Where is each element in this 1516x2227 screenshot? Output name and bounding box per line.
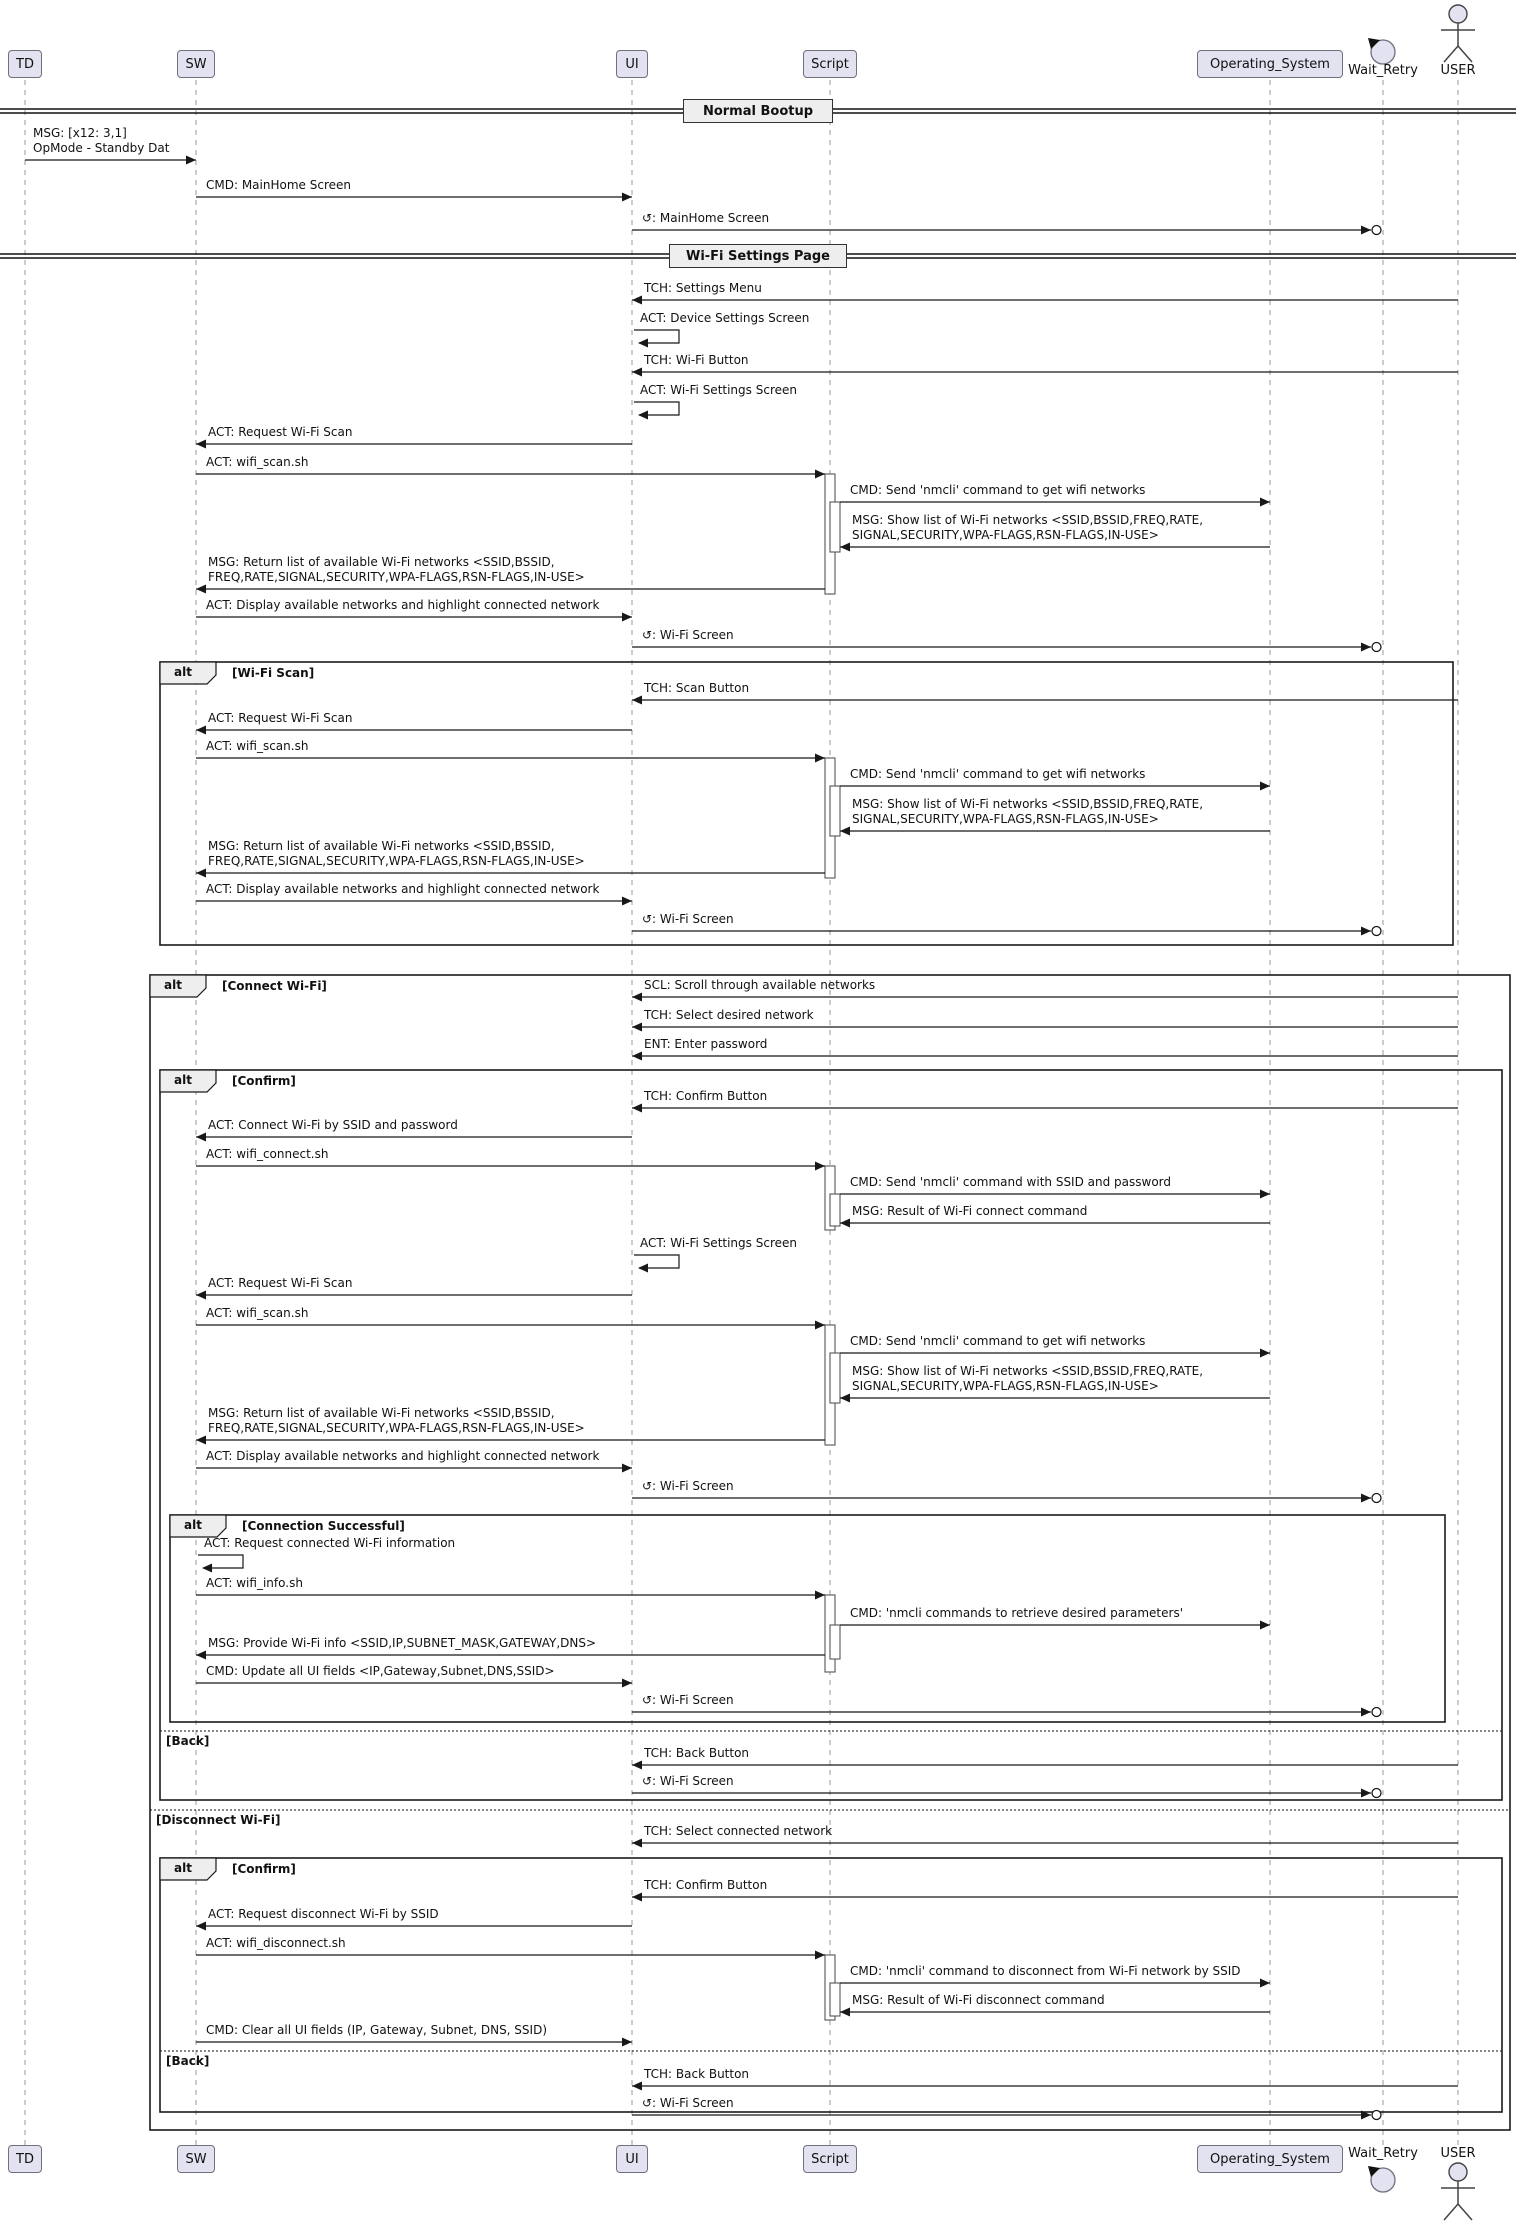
message-label: CMD: 'nmcli' command to disconnect from Wi-Fi network by SSID xyxy=(850,1964,1241,1978)
section-divider-label: Normal Bootup xyxy=(683,99,833,123)
arrowhead xyxy=(638,411,648,420)
message-label: MSG: Show list of Wi-Fi networks <SSID,BSSID,FREQ,RATE, xyxy=(852,513,1204,527)
actor-icon xyxy=(1444,2204,1458,2220)
message-label: MSG: Result of Wi-Fi connect command xyxy=(852,1204,1088,1218)
message-label: ACT: Request Wi-Fi Scan xyxy=(208,425,353,439)
message-label: ↺: Wi-Fi Screen xyxy=(642,912,734,926)
activation-bar xyxy=(830,502,840,552)
participant-bottom-TD: TD xyxy=(8,2145,42,2173)
arrowhead xyxy=(840,2008,850,2017)
message-label: ACT: Request Wi-Fi Scan xyxy=(208,1276,353,1290)
arrowhead xyxy=(840,1219,850,1228)
arrowhead xyxy=(202,1564,212,1573)
message-label: FREQ,RATE,SIGNAL,SECURITY,WPA-FLAGS,RSN-FLAGS,IN-USE> xyxy=(208,854,585,868)
message-label: ACT: wifi_scan.sh xyxy=(206,739,309,753)
participant-bottom-UI: UI xyxy=(616,2145,648,2173)
message-label: TCH: Select connected network xyxy=(644,1824,833,1838)
activation-bar xyxy=(830,1194,840,1226)
arrowhead xyxy=(1260,1979,1270,1988)
message-label: ACT: Wi-Fi Settings Screen xyxy=(640,1236,797,1250)
message-label: MSG: Return list of available Wi-Fi networks <SSID,BSSID, xyxy=(208,1406,555,1420)
lost-message-circle xyxy=(1372,1789,1381,1798)
arrowhead xyxy=(186,156,196,165)
activation-bar xyxy=(830,1983,840,2016)
participant-top-label-WR: Wait_Retry xyxy=(1348,63,1418,78)
message-label: OpMode - Standby Dat xyxy=(33,141,170,155)
participant-bottom-label-USER: USER xyxy=(1440,2146,1476,2161)
arrowhead xyxy=(1260,782,1270,791)
arrowhead xyxy=(638,1264,648,1273)
arrowhead xyxy=(1260,1621,1270,1630)
alt-condition: [Connect Wi-Fi] xyxy=(222,979,327,993)
participant-top-label-USER: USER xyxy=(1440,63,1476,78)
participant-bottom-Script: Script xyxy=(803,2145,857,2173)
actor-icon xyxy=(1449,5,1467,23)
arrowhead xyxy=(1361,1708,1371,1717)
message-label: ACT: Request connected Wi-Fi information xyxy=(204,1536,456,1550)
alt-condition: [Confirm] xyxy=(232,1074,296,1088)
message-label: ACT: wifi_scan.sh xyxy=(206,1306,309,1320)
lost-message-circle xyxy=(1372,643,1381,652)
message-label: ACT: Wi-Fi Settings Screen xyxy=(640,383,797,397)
message-label: CMD: Send 'nmcli' command to get wifi networks xyxy=(850,1334,1146,1348)
message-label: TCH: Settings Menu xyxy=(644,281,762,295)
arrowhead xyxy=(632,1052,642,1061)
arrowhead xyxy=(815,1591,825,1600)
message-label: MSG: Return list of available Wi-Fi networks <SSID,BSSID, xyxy=(208,839,555,853)
arrowhead xyxy=(622,897,632,906)
message-label: ↺: Wi-Fi Screen xyxy=(642,1479,734,1493)
arrowhead xyxy=(815,470,825,479)
arrowhead xyxy=(1361,927,1371,936)
message-label: MSG: Return list of available Wi-Fi networks <SSID,BSSID, xyxy=(208,555,555,569)
message-label: TCH: Confirm Button xyxy=(644,1878,768,1892)
arrowhead xyxy=(1361,1789,1371,1798)
lost-message-circle xyxy=(1372,927,1381,936)
message-label: ACT: wifi_connect.sh xyxy=(206,1147,329,1161)
participant-top-UI: UI xyxy=(616,50,648,78)
message-label: CMD: MainHome Screen xyxy=(206,178,351,192)
arrowhead xyxy=(632,1839,642,1848)
arrowhead xyxy=(632,993,642,1002)
lost-message-circle xyxy=(1372,1708,1381,1717)
arrowhead xyxy=(632,296,642,305)
message-label: CMD: Clear all UI fields (IP, Gateway, Subnet, DNS, SSID) xyxy=(206,2023,548,2037)
message-label: ↺: Wi-Fi Screen xyxy=(642,2096,734,2110)
message-label: TCH: Back Button xyxy=(644,2067,750,2081)
lost-message-circle xyxy=(1372,2111,1381,2120)
self-message-line xyxy=(634,402,679,415)
alt-condition: [Confirm] xyxy=(232,1862,296,1876)
alt-else-label: [Back] xyxy=(166,1734,210,1748)
arrowhead xyxy=(840,827,850,836)
arrowhead xyxy=(196,869,206,878)
participant-top-Script: Script xyxy=(803,50,857,78)
arrowhead xyxy=(196,1133,206,1142)
lost-message-circle xyxy=(1372,226,1381,235)
arrowhead xyxy=(840,543,850,552)
message-label: CMD: Update all UI fields <IP,Gateway,Subnet,DNS,SSID> xyxy=(206,1664,555,1678)
message-label: CMD: Send 'nmcli' command to get wifi networks xyxy=(850,767,1146,781)
alt-keyword: alt xyxy=(164,978,182,992)
arrowhead xyxy=(196,440,206,449)
arrowhead xyxy=(632,368,642,377)
message-label: TCH: Select desired network xyxy=(644,1008,814,1022)
message-label: MSG: Show list of Wi-Fi networks <SSID,BSSID,FREQ,RATE, xyxy=(852,797,1204,811)
message-label: SCL: Scroll through available networks xyxy=(644,978,876,992)
arrowhead xyxy=(196,1436,206,1445)
message-label: ↺: Wi-Fi Screen xyxy=(642,628,734,642)
message-label: ACT: wifi_scan.sh xyxy=(206,455,309,469)
message-label: MSG: Result of Wi-Fi disconnect command xyxy=(852,1993,1105,2007)
arrowhead xyxy=(622,613,632,622)
message-label: FREQ,RATE,SIGNAL,SECURITY,WPA-FLAGS,RSN-FLAGS,IN-USE> xyxy=(208,570,585,584)
message-label: MSG: Show list of Wi-Fi networks <SSID,BSSID,FREQ,RATE, xyxy=(852,1364,1204,1378)
arrowhead xyxy=(622,1679,632,1688)
arrowhead xyxy=(1260,1349,1270,1358)
message-label: ↺: Wi-Fi Screen xyxy=(642,1693,734,1707)
message-label: ENT: Enter password xyxy=(644,1037,768,1051)
message-label: ACT: Display available networks and highlight connected network xyxy=(206,882,600,896)
arrowhead xyxy=(1361,1494,1371,1503)
activation-bar xyxy=(830,786,840,836)
message-label: FREQ,RATE,SIGNAL,SECURITY,WPA-FLAGS,RSN-FLAGS,IN-USE> xyxy=(208,1421,585,1435)
lost-message-circle xyxy=(1372,1494,1381,1503)
message-label: MSG: [x12: 3,1] xyxy=(33,126,127,140)
alt-condition: [Wi-Fi Scan] xyxy=(232,666,315,680)
arrowhead xyxy=(638,339,648,348)
arrowhead xyxy=(815,1162,825,1171)
actor-icon xyxy=(1458,46,1472,62)
message-label: SIGNAL,SECURITY,WPA-FLAGS,RSN-FLAGS,IN-USE> xyxy=(852,528,1159,542)
message-label: SIGNAL,SECURITY,WPA-FLAGS,RSN-FLAGS,IN-USE> xyxy=(852,1379,1159,1393)
self-message-line xyxy=(634,1255,679,1268)
participant-top-OS: Operating_System xyxy=(1197,50,1343,78)
message-label: ACT: Connect Wi-Fi by SSID and password xyxy=(208,1118,458,1132)
self-message-line xyxy=(634,330,679,343)
message-label: MSG: Provide Wi-Fi info <SSID,IP,SUBNET_MASK,GATEWAY,DNS> xyxy=(208,1636,597,1650)
message-label: ACT: Device Settings Screen xyxy=(640,311,810,325)
message-label: ↺: MainHome Screen xyxy=(642,211,770,225)
message-label: TCH: Scan Button xyxy=(644,681,750,695)
arrowhead xyxy=(622,1464,632,1473)
alt-frame xyxy=(160,662,1453,945)
arrowhead xyxy=(1361,643,1371,652)
arrowhead xyxy=(622,2038,632,2047)
message-label: CMD: 'nmcli commands to retrieve desired parameters' xyxy=(850,1606,1184,1620)
activation-bar xyxy=(830,1353,840,1403)
arrowhead xyxy=(632,1893,642,1902)
message-label: ACT: Display available networks and highlight connected network xyxy=(206,598,600,612)
participant-bottom-SW: SW xyxy=(177,2145,215,2173)
arrowhead xyxy=(196,1651,206,1660)
arrowhead xyxy=(1260,498,1270,507)
message-label: ↺: Wi-Fi Screen xyxy=(642,1774,734,1788)
message-label: ACT: Request Wi-Fi Scan xyxy=(208,711,353,725)
arrowhead xyxy=(840,1394,850,1403)
arrowhead xyxy=(632,1104,642,1113)
alt-keyword: alt xyxy=(174,1861,192,1875)
alt-else-label: [Back] xyxy=(166,2054,210,2068)
arrowhead xyxy=(815,1951,825,1960)
arrowhead xyxy=(815,1321,825,1330)
self-message-line xyxy=(198,1555,243,1568)
message-label: TCH: Wi-Fi Button xyxy=(644,353,749,367)
actor-icon xyxy=(1449,2163,1467,2181)
message-label: ACT: wifi_info.sh xyxy=(206,1576,303,1590)
arrowhead xyxy=(196,726,206,735)
arrowhead xyxy=(632,696,642,705)
message-label: TCH: Back Button xyxy=(644,1746,750,1760)
participant-bottom-OS: Operating_System xyxy=(1197,2145,1343,2173)
arrowhead xyxy=(196,1291,206,1300)
arrowhead xyxy=(196,1922,206,1931)
participant-top-SW: SW xyxy=(177,50,215,78)
activation-bar xyxy=(830,1625,840,1659)
message-label: CMD: Send 'nmcli' command with SSID and password xyxy=(850,1175,1172,1189)
alt-keyword: alt xyxy=(174,665,192,679)
arrowhead xyxy=(196,585,206,594)
message-label: TCH: Confirm Button xyxy=(644,1089,768,1103)
message-label: SIGNAL,SECURITY,WPA-FLAGS,RSN-FLAGS,IN-USE> xyxy=(852,812,1159,826)
message-label: ACT: Display available networks and highlight connected network xyxy=(206,1449,600,1463)
arrowhead xyxy=(632,2082,642,2091)
alt-keyword: alt xyxy=(174,1073,192,1087)
actor-icon xyxy=(1458,2204,1472,2220)
message-label: ACT: Request disconnect Wi-Fi by SSID xyxy=(208,1907,439,1921)
message-label: ACT: wifi_disconnect.sh xyxy=(206,1936,346,1950)
message-label: CMD: Send 'nmcli' command to get wifi networks xyxy=(850,483,1146,497)
alt-condition: [Connection Successful] xyxy=(242,1519,405,1533)
arrowhead xyxy=(632,1023,642,1032)
alt-else-label: [Disconnect Wi-Fi] xyxy=(156,1813,281,1827)
section-divider-label: Wi-Fi Settings Page xyxy=(669,244,847,268)
arrowhead xyxy=(1260,1190,1270,1199)
alt-keyword: alt xyxy=(184,1518,202,1532)
arrowhead xyxy=(1361,226,1371,235)
participant-top-TD: TD xyxy=(8,50,42,78)
participant-bottom-label-WR: Wait_Retry xyxy=(1348,2146,1418,2161)
arrowhead xyxy=(815,754,825,763)
arrowhead xyxy=(622,193,632,202)
arrowhead xyxy=(632,1761,642,1770)
actor-icon xyxy=(1444,46,1458,62)
